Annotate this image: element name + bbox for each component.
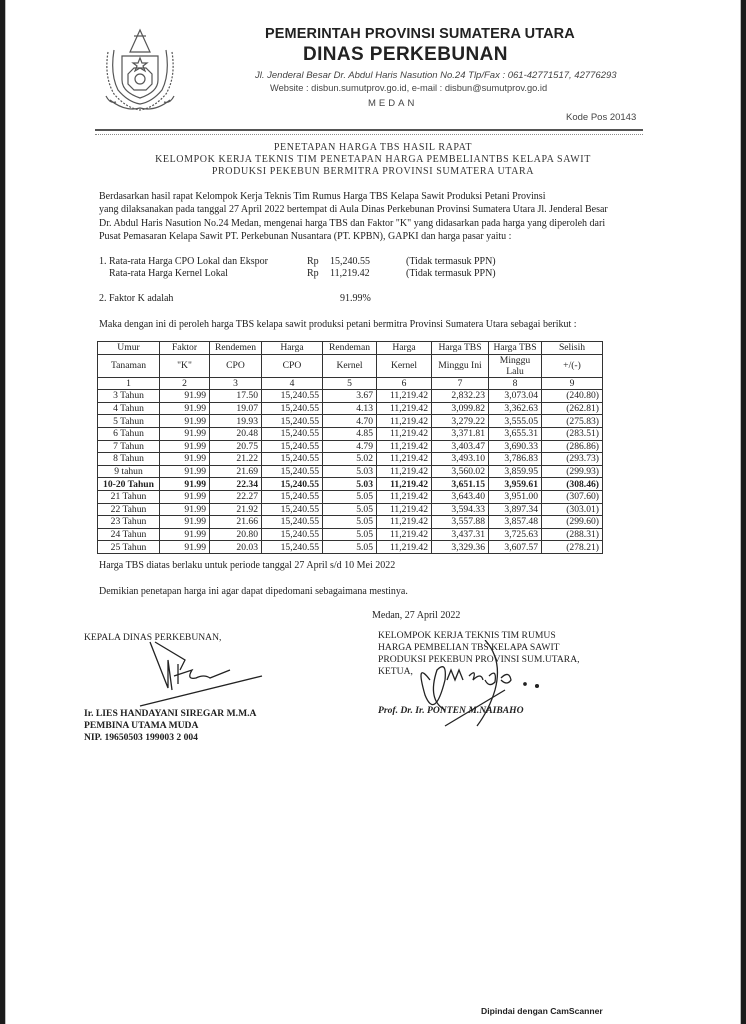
age-cell: 9 tahun bbox=[98, 465, 160, 478]
right-signatory-line-2: HARGA PEMBELIAN TBS KELAPA SAWIT bbox=[378, 642, 560, 653]
government-name: PEMERINTAH PROVINSI SUMATERA UTARA bbox=[265, 26, 575, 42]
value-cell: 91.99 bbox=[160, 503, 210, 516]
header-cell: Rendeman bbox=[323, 342, 377, 355]
value-cell: 3,329.36 bbox=[432, 541, 489, 554]
value-cell: 4.85 bbox=[323, 427, 377, 440]
age-cell: 3 Tahun bbox=[98, 390, 160, 403]
header-cell: Tanaman bbox=[98, 354, 160, 377]
age-cell: 23 Tahun bbox=[98, 516, 160, 529]
value-cell: 11,219.42 bbox=[377, 415, 432, 428]
value-cell: 3,560.02 bbox=[432, 465, 489, 478]
document-title-line-3: PRODUKSI PEKEBUN BERMITRA PROVINSI SUMATERA UTARA bbox=[211, 166, 535, 177]
intro-line-3: Dr. Abdul Haris Nasution No.24 Medan, mengenai harga TBS dan Faktor "K" yang didasarkan pada harga yang diperoleh dari bbox=[99, 217, 606, 229]
index-cell: 6 bbox=[377, 377, 432, 390]
kernel-price-label: Rata-rata Harga Kernel Lokal bbox=[109, 268, 228, 279]
letterhead-divider bbox=[95, 129, 643, 135]
table-row bbox=[98, 503, 603, 516]
value-cell: (262.81) bbox=[542, 402, 603, 415]
index-cell: 8 bbox=[489, 377, 542, 390]
table-row bbox=[98, 478, 603, 491]
right-signatory-name: Prof. Dr. Ir. PONTEN M.NAIBAHO bbox=[378, 705, 524, 716]
table-header-row-1 bbox=[98, 342, 603, 355]
agency-city: MEDAN bbox=[368, 98, 418, 109]
right-signatory-line-4: KETUA, bbox=[378, 666, 413, 677]
provincial-emblem-icon bbox=[100, 22, 180, 114]
kernel-price-note: (Tidak termasuk PPN) bbox=[406, 268, 496, 279]
index-cell: 5 bbox=[323, 377, 377, 390]
value-cell: 15,240.55 bbox=[262, 516, 323, 529]
value-cell: 91.99 bbox=[160, 516, 210, 529]
scanner-watermark: Dipindai dengan CamScanner bbox=[481, 1006, 603, 1016]
value-cell: 5.02 bbox=[323, 453, 377, 466]
value-cell: 15,240.55 bbox=[262, 440, 323, 453]
table-row bbox=[98, 490, 603, 503]
value-cell: (299.93) bbox=[542, 465, 603, 478]
value-cell: 11,219.42 bbox=[377, 390, 432, 403]
document-title-line-1: PENETAPAN HARGA TBS HASIL RAPAT bbox=[273, 142, 473, 153]
table-row bbox=[98, 402, 603, 415]
value-cell: 3,437.31 bbox=[432, 528, 489, 541]
index-cell: 3 bbox=[210, 377, 262, 390]
value-cell: 3,362.63 bbox=[489, 402, 542, 415]
intro-line-1: Berdasarkan hasil rapat Kelompok Kerja Teknis Tim Rumus Harga TBS Kelapa Sawit Produksi Petani Provinsi bbox=[99, 191, 546, 202]
value-cell: 11,219.42 bbox=[377, 402, 432, 415]
table-row bbox=[98, 453, 603, 466]
value-cell: (240.80) bbox=[542, 390, 603, 403]
age-cell: 5 Tahun bbox=[98, 415, 160, 428]
faktor-k-label: 2. Faktor K adalah bbox=[99, 293, 174, 304]
index-cell: 7 bbox=[432, 377, 489, 390]
intro-paragraph bbox=[99, 190, 644, 244]
value-cell: (299.60) bbox=[542, 516, 603, 529]
value-cell: 3,651.15 bbox=[432, 478, 489, 491]
value-cell: 3,607.57 bbox=[489, 541, 542, 554]
right-signatory-line-1: KELOMPOK KERJA TEKNIS TIM RUMUS bbox=[378, 630, 556, 641]
agency-contact: Website : disbun.sumutprov.go.id, e-mail : disbun@sumutprov.go.id bbox=[270, 83, 548, 93]
left-signatory-name: Ir. LIES HANDAYANI SIREGAR M.M.A bbox=[84, 708, 257, 719]
value-cell: 5.03 bbox=[323, 478, 377, 491]
value-cell: 11,219.42 bbox=[377, 427, 432, 440]
value-cell: 15,240.55 bbox=[262, 427, 323, 440]
value-cell: 2,832.23 bbox=[432, 390, 489, 403]
value-cell: 21.69 bbox=[210, 465, 262, 478]
table-header-row-2 bbox=[98, 354, 603, 377]
faktor-k-value: 91.99% bbox=[340, 293, 371, 304]
value-cell: 5.05 bbox=[323, 528, 377, 541]
value-cell: 5.05 bbox=[323, 541, 377, 554]
value-cell: 15,240.55 bbox=[262, 465, 323, 478]
value-cell: 11,219.42 bbox=[377, 465, 432, 478]
value-cell: 15,240.55 bbox=[262, 390, 323, 403]
header-cell: CPO bbox=[210, 354, 262, 377]
value-cell: 15,240.55 bbox=[262, 490, 323, 503]
age-cell: 4 Tahun bbox=[98, 402, 160, 415]
value-cell: 15,240.55 bbox=[262, 503, 323, 516]
value-cell: 3,099.82 bbox=[432, 402, 489, 415]
value-cell: 3,857.48 bbox=[489, 516, 542, 529]
cpo-price-label: 1. Rata-rata Harga CPO Lokal dan Ekspor bbox=[99, 256, 268, 267]
value-cell: 3,725.63 bbox=[489, 528, 542, 541]
left-signatory-nip: NIP. 19650503 199003 2 004 bbox=[84, 732, 198, 743]
validity-period: Harga TBS diatas berlaku untuk periode tanggal 27 April s/d 10 Mei 2022 bbox=[99, 560, 396, 571]
left-signatory-block bbox=[84, 708, 256, 744]
age-cell: 10-20 Tahun bbox=[98, 478, 160, 491]
value-cell: 15,240.55 bbox=[262, 541, 323, 554]
value-cell: 11,219.42 bbox=[377, 453, 432, 466]
value-cell: (307.60) bbox=[542, 490, 603, 503]
left-signatory-title: KEPALA DINAS PERKEBUNAN, bbox=[84, 632, 222, 643]
value-cell: 21.22 bbox=[210, 453, 262, 466]
table-row bbox=[98, 541, 603, 554]
value-cell: 11,219.42 bbox=[377, 440, 432, 453]
header-cell: Kernel bbox=[323, 354, 377, 377]
cpo-price-note: (Tidak termasuk PPN) bbox=[406, 256, 496, 267]
value-cell: 15,240.55 bbox=[262, 453, 323, 466]
index-cell: 1 bbox=[98, 377, 160, 390]
postal-code: Kode Pos 20143 bbox=[566, 112, 637, 123]
right-signatory-line-3: PRODUKSI PEKEBUN PROVINSI SUM.UTARA, bbox=[378, 654, 580, 665]
value-cell: 3,594.33 bbox=[432, 503, 489, 516]
header-cell: Umur bbox=[98, 342, 160, 355]
header-cell: Harga TBS bbox=[489, 342, 542, 355]
value-cell: 91.99 bbox=[160, 465, 210, 478]
document-title-line-2: KELOMPOK KERJA TEKNIS TIM PENETAPAN HARGA PEMBELIANTBS KELAPA SAWIT bbox=[155, 154, 591, 165]
value-cell: 11,219.42 bbox=[377, 490, 432, 503]
value-cell: 91.99 bbox=[160, 541, 210, 554]
value-cell: (283.51) bbox=[542, 427, 603, 440]
table-row bbox=[98, 465, 603, 478]
table-row bbox=[98, 440, 603, 453]
header-cell: Harga TBS bbox=[432, 342, 489, 355]
value-cell: 20.48 bbox=[210, 427, 262, 440]
value-cell: 11,219.42 bbox=[377, 516, 432, 529]
value-cell: 4.70 bbox=[323, 415, 377, 428]
value-cell: 20.03 bbox=[210, 541, 262, 554]
place-and-date: Medan, 27 April 2022 bbox=[372, 610, 461, 621]
value-cell: 3,493.10 bbox=[432, 453, 489, 466]
age-cell: 21 Tahun bbox=[98, 490, 160, 503]
value-cell: 3,655.31 bbox=[489, 427, 542, 440]
header-cell: Harga bbox=[377, 342, 432, 355]
age-cell: 7 Tahun bbox=[98, 440, 160, 453]
value-cell: 5.05 bbox=[323, 516, 377, 529]
value-cell: 3,403.47 bbox=[432, 440, 489, 453]
value-cell: (288.31) bbox=[542, 528, 603, 541]
header-cell: Minggu Lalu bbox=[489, 354, 542, 377]
index-cell: 4 bbox=[262, 377, 323, 390]
closing-statement: Demikian penetapan harga ini agar dapat dipedomani sebagaimana mestinya. bbox=[99, 586, 408, 597]
value-cell: 5.05 bbox=[323, 490, 377, 503]
table-row bbox=[98, 528, 603, 541]
age-cell: 6 Tahun bbox=[98, 427, 160, 440]
value-cell: 3,959.61 bbox=[489, 478, 542, 491]
value-cell: 3,786.83 bbox=[489, 453, 542, 466]
value-cell: 22.34 bbox=[210, 478, 262, 491]
value-cell: 5.05 bbox=[323, 503, 377, 516]
agency-name: DINAS PERKEBUNAN bbox=[303, 44, 508, 65]
cpo-price-currency: Rp bbox=[307, 256, 319, 267]
index-cell: 9 bbox=[542, 377, 603, 390]
table-body bbox=[98, 390, 603, 554]
value-cell: 91.99 bbox=[160, 528, 210, 541]
value-cell: 91.99 bbox=[160, 427, 210, 440]
value-cell: (293.73) bbox=[542, 453, 603, 466]
value-cell: (286.86) bbox=[542, 440, 603, 453]
value-cell: 17.50 bbox=[210, 390, 262, 403]
value-cell: 3,897.34 bbox=[489, 503, 542, 516]
value-cell: 91.99 bbox=[160, 440, 210, 453]
value-cell: 4.79 bbox=[323, 440, 377, 453]
kernel-price-value: 11,219.42 bbox=[330, 268, 370, 279]
value-cell: 19.07 bbox=[210, 402, 262, 415]
header-cell: Faktor bbox=[160, 342, 210, 355]
value-cell: 11,219.42 bbox=[377, 478, 432, 491]
header-cell: Harga bbox=[262, 342, 323, 355]
value-cell: 3,690.33 bbox=[489, 440, 542, 453]
value-cell: 15,240.55 bbox=[262, 402, 323, 415]
intro-line-2: yang dilaksanakan pada tanggal 27 April 2022 bertempat di Aula Dinas Perkebunan Provinsi Sumatera Utara Jl. Jenderal Besar bbox=[99, 204, 608, 216]
age-cell: 22 Tahun bbox=[98, 503, 160, 516]
header-cell: "K" bbox=[160, 354, 210, 377]
value-cell: 91.99 bbox=[160, 490, 210, 503]
header-cell: Kernel bbox=[377, 354, 432, 377]
value-cell: 15,240.55 bbox=[262, 478, 323, 491]
header-cell: CPO bbox=[262, 354, 323, 377]
value-cell: 20.80 bbox=[210, 528, 262, 541]
value-cell: 3,951.00 bbox=[489, 490, 542, 503]
age-cell: 24 Tahun bbox=[98, 528, 160, 541]
intro-line-4: Pusat Pemasaran Kelapa Sawit PT. Perkebunan Nusantara (PT. KPBN), GAPKI dan harga pasar yaitu : bbox=[99, 231, 512, 243]
tbs-price-table bbox=[97, 341, 603, 554]
value-cell: 15,240.55 bbox=[262, 528, 323, 541]
value-cell: 3,555.05 bbox=[489, 415, 542, 428]
header-cell: Selisih bbox=[542, 342, 603, 355]
age-cell: 25 Tahun bbox=[98, 541, 160, 554]
value-cell: 3.67 bbox=[323, 390, 377, 403]
header-cell: Minggu Ini bbox=[432, 354, 489, 377]
value-cell: 91.99 bbox=[160, 453, 210, 466]
value-cell: 21.66 bbox=[210, 516, 262, 529]
value-cell: 15,240.55 bbox=[262, 415, 323, 428]
value-cell: 3,557.88 bbox=[432, 516, 489, 529]
value-cell: 11,219.42 bbox=[377, 541, 432, 554]
left-signatory-rank: PEMBINA UTAMA MUDA bbox=[84, 720, 199, 731]
table-row bbox=[98, 427, 603, 440]
header-cell: Rendemen bbox=[210, 342, 262, 355]
value-cell: 21.92 bbox=[210, 503, 262, 516]
value-cell: (303.01) bbox=[542, 503, 603, 516]
value-cell: 3,643.40 bbox=[432, 490, 489, 503]
value-cell: 3,279.22 bbox=[432, 415, 489, 428]
cpo-price-value: 15,240.55 bbox=[330, 256, 370, 267]
index-cell: 2 bbox=[160, 377, 210, 390]
value-cell: 91.99 bbox=[160, 478, 210, 491]
value-cell: (278.21) bbox=[542, 541, 603, 554]
value-cell: (308.46) bbox=[542, 478, 603, 491]
table-row bbox=[98, 516, 603, 529]
right-signature-icon bbox=[385, 640, 565, 730]
value-cell: 4.13 bbox=[323, 402, 377, 415]
value-cell: 11,219.42 bbox=[377, 528, 432, 541]
value-cell: 19.93 bbox=[210, 415, 262, 428]
kernel-price-currency: Rp bbox=[307, 268, 319, 279]
value-cell: 5.03 bbox=[323, 465, 377, 478]
value-cell: 22.27 bbox=[210, 490, 262, 503]
value-cell: 11,219.42 bbox=[377, 503, 432, 516]
value-cell: 91.99 bbox=[160, 415, 210, 428]
agency-address: Jl. Jenderal Besar Dr. Abdul Haris Nasution No.24 Tlp/Fax : 061-42771517, 42776293 bbox=[255, 70, 617, 81]
value-cell: 20.75 bbox=[210, 440, 262, 453]
table-row bbox=[98, 390, 603, 403]
table-intro: Maka dengan ini di peroleh harga TBS kelapa sawit produksi petani bermitra Provinsi Sumatera Utara sebagai berikut : bbox=[99, 319, 577, 330]
header-cell: +/(-) bbox=[542, 354, 603, 377]
value-cell: 3,371.81 bbox=[432, 427, 489, 440]
value-cell: 91.99 bbox=[160, 402, 210, 415]
table-row bbox=[98, 415, 603, 428]
table-index-row bbox=[98, 377, 603, 390]
value-cell: 3,859.95 bbox=[489, 465, 542, 478]
age-cell: 8 Tahun bbox=[98, 453, 160, 466]
value-cell: (275.83) bbox=[542, 415, 603, 428]
value-cell: 3,073.04 bbox=[489, 390, 542, 403]
value-cell: 91.99 bbox=[160, 390, 210, 403]
left-signature-icon bbox=[120, 640, 270, 710]
